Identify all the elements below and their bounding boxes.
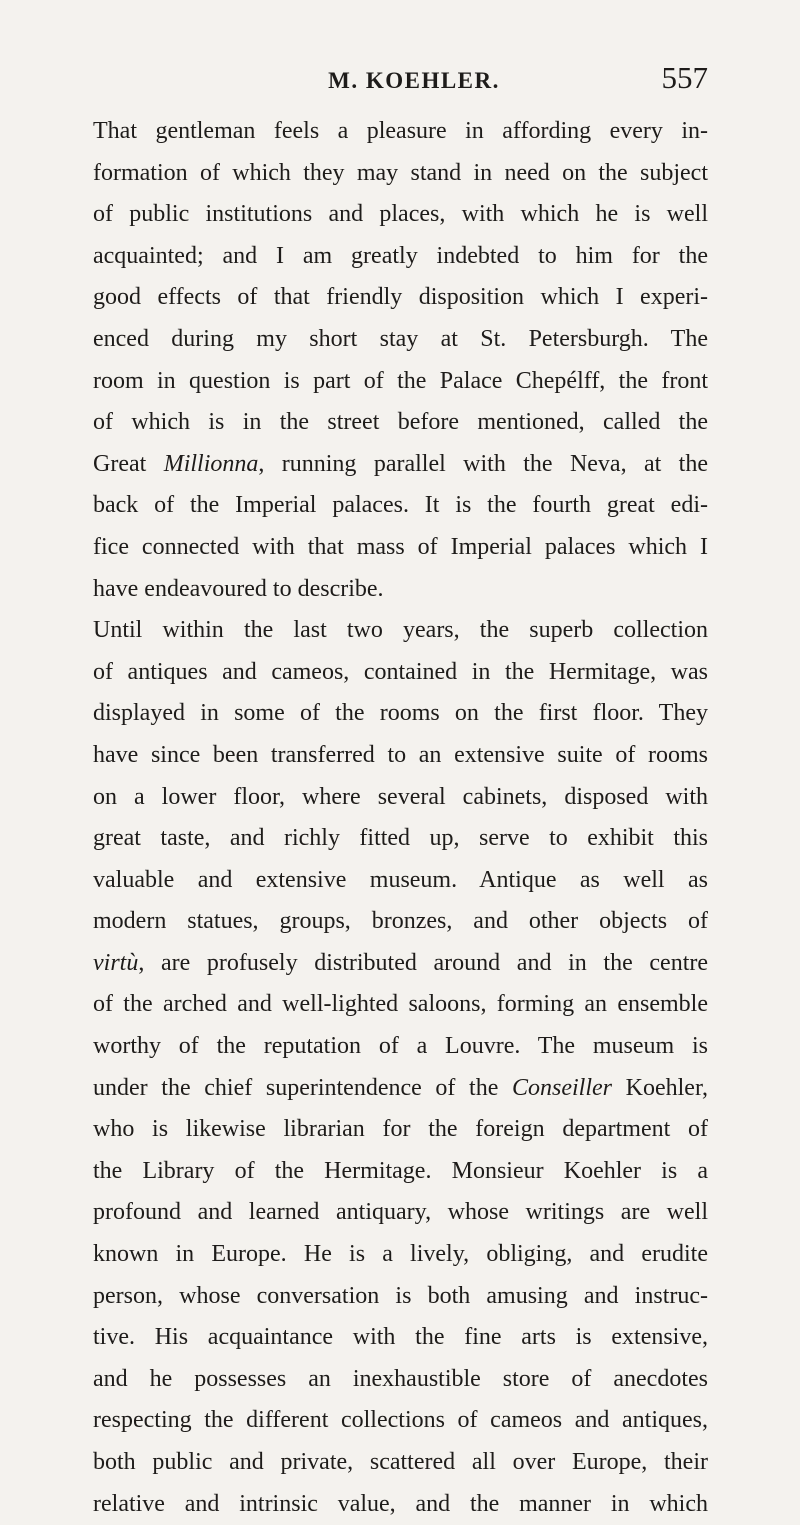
text-line	[93, 777, 708, 819]
text-run: of which is in the street before mentioned, called the	[93, 409, 708, 436]
text-line	[93, 1151, 708, 1193]
text-line	[93, 1484, 708, 1525]
running-head	[120, 58, 708, 98]
text-line	[93, 901, 708, 943]
text-run: both public and private, scattered all over Europe, their	[93, 1449, 708, 1475]
text-run: back of the Imperial palaces. It is the fourth great edi-	[93, 492, 708, 519]
text-line	[93, 1192, 708, 1234]
text-line	[93, 111, 708, 153]
text-run: on a lower floor, where several cabinets, disposed with	[93, 783, 708, 810]
text-run: Koehler,	[612, 1074, 708, 1101]
text-line	[93, 361, 708, 403]
text-line	[93, 1400, 708, 1442]
text-line	[93, 277, 708, 319]
text-line	[93, 1359, 708, 1401]
text-line	[93, 984, 708, 1026]
text-run: formation of which they may stand in need on the subject	[93, 159, 708, 186]
page-number: 557	[661, 60, 708, 95]
text-run: of the arched and well-lighted saloons, forming an ensemble	[93, 991, 708, 1018]
text-run: who is likewise librarian for the foreign department of	[93, 1116, 708, 1143]
text-line	[93, 818, 708, 860]
text-run: , are profusely distributed around and in the centre	[138, 949, 708, 976]
text-line	[93, 402, 708, 444]
text-line	[93, 1068, 708, 1110]
text-line	[93, 319, 708, 361]
text-run: valuable and extensive museum. Antique as well as	[93, 866, 708, 893]
italic-text: Millionna	[163, 450, 259, 477]
text-line	[93, 1234, 708, 1276]
text-line	[93, 444, 708, 486]
text-line	[93, 569, 708, 611]
text-line	[93, 610, 708, 652]
body-text	[93, 111, 708, 1525]
text-run: acquainted; and I am greatly indebted to him for the	[93, 242, 708, 269]
text-line	[93, 1276, 708, 1318]
text-run: room in question is part of the Palace Chepélff, the front	[93, 367, 708, 394]
text-run: worthy of the reputation of a Louvre. The museum is	[93, 1033, 708, 1060]
text-run: That gentleman feels a pleasure in affording every in-	[93, 118, 708, 144]
text-run: of public institutions and places, with which he is well	[93, 201, 708, 228]
text-line	[93, 236, 708, 278]
text-line	[93, 1109, 708, 1151]
italic-text: Conseiller	[512, 1074, 613, 1101]
text-run: good effects of that friendly disposition which I experi-	[93, 284, 708, 311]
running-title: M. KOEHLER.	[328, 68, 500, 93]
text-run: respecting the different collections of cameos and antiques,	[93, 1407, 708, 1434]
text-line	[93, 652, 708, 694]
text-run: of antiques and cameos, contained in the Hermitage, was	[93, 658, 708, 685]
text-run: enced during my short stay at St. Petersburgh. The	[93, 325, 708, 352]
text-run: tive. His acquaintance with the fine arts is extensive,	[93, 1324, 708, 1351]
text-run: relative and intrinsic value, and the manner in which	[93, 1490, 708, 1517]
text-run: Until within the last two years, the superb collection	[93, 617, 708, 644]
text-line	[93, 860, 708, 902]
text-run: , running parallel with the Neva, at the	[258, 450, 708, 477]
text-run: under the chief superintendence of the	[93, 1074, 513, 1101]
text-run: and he possesses an inexhaustible store of anecdotes	[93, 1365, 708, 1392]
text-line	[93, 735, 708, 777]
text-line	[93, 485, 708, 527]
text-line	[93, 1317, 708, 1359]
text-run: displayed in some of the rooms on the first floor. They	[93, 700, 708, 727]
text-line	[93, 1026, 708, 1068]
text-run: the Library of the Hermitage. Monsieur Koehler is a	[93, 1157, 708, 1184]
text-line	[93, 527, 708, 569]
text-run: Great	[93, 450, 164, 477]
text-run: known in Europe. He is a lively, obliging, and erudite	[93, 1241, 708, 1268]
text-run: have since been transferred to an extensive suite of rooms	[93, 741, 708, 768]
text-line	[93, 153, 708, 195]
text-run: great taste, and richly fitted up, serve to exhibit this	[93, 825, 708, 852]
italic-text: virtù	[93, 949, 139, 976]
text-run: modern statues, groups, bronzes, and other objects of	[93, 908, 708, 935]
text-line	[93, 693, 708, 735]
text-run: fice connected with that mass of Imperial palaces which I	[93, 533, 708, 560]
text-line	[93, 1442, 708, 1484]
text-line	[93, 194, 708, 236]
text-run: profound and learned antiquary, whose writings are well	[93, 1199, 708, 1226]
text-run: person, whose conversation is both amusing and instruc-	[93, 1282, 708, 1309]
text-line	[93, 943, 708, 985]
text-run: have endeavoured to describe.	[93, 575, 384, 602]
